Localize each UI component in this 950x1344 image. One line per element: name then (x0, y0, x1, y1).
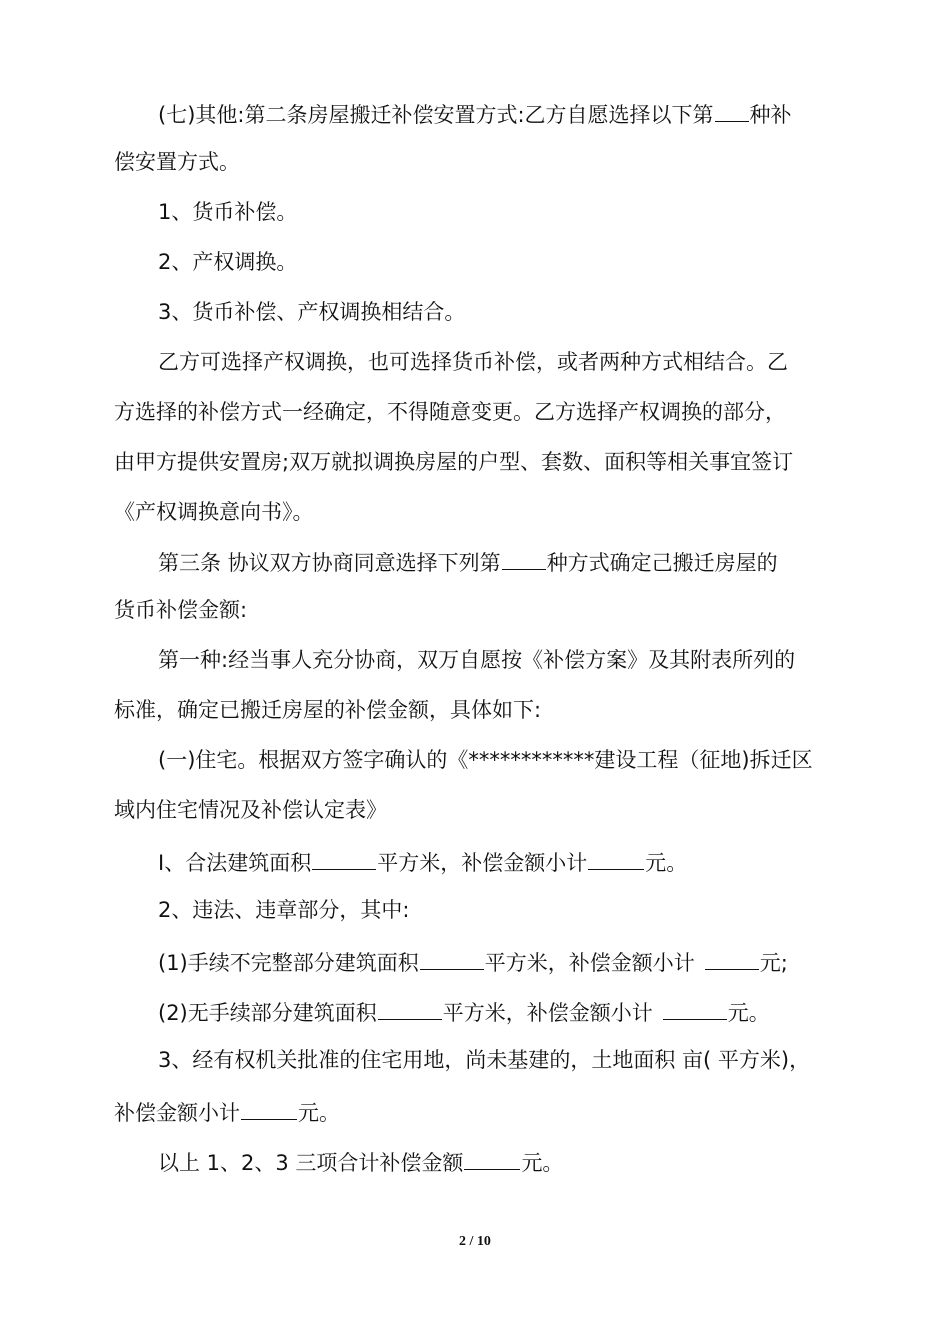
text-run: 平方米，补偿金额小计 (484, 951, 695, 975)
text-run: I、合法建筑面积 (158, 851, 312, 875)
text-run: 元。 (645, 851, 688, 875)
paragraph-other-line2: 偿安置方式。 (114, 150, 240, 174)
paragraph-other-line1 (158, 97, 844, 127)
approved-land-line1: 3、经有权机关批准的住宅用地，尚未基建的，土地面积 亩( 平方米)， (158, 1048, 811, 1072)
page-number: 2 / 10 (459, 1234, 491, 1249)
text-run: 种方式确定己搬迁房屋的 (546, 551, 778, 575)
text-run: 元。 (298, 1101, 340, 1125)
illegal-part-line: 2、违法、违章部分，其中: (158, 898, 410, 922)
list-item-property-exchange: 2、产权调换。 (158, 250, 298, 274)
text-run: 种补 (749, 103, 792, 127)
paragraph-choice-line1: 乙方可选择产权调换，也可选择货币补偿，或者两种方式相结合。乙 (158, 350, 788, 374)
text-run: 元。 (521, 1151, 564, 1175)
text-run: (1)手续不完整部分建筑面积 (158, 951, 419, 975)
text-run: 平方米，补偿金额小计 (442, 1001, 653, 1025)
fill-blank (705, 945, 759, 970)
residence-line1: (一)住宅。根据双方签字确认的《************建设工程（征地)拆迁区 (158, 748, 813, 772)
fill-blank (663, 995, 727, 1020)
incomplete-procedure-line (158, 945, 844, 975)
paragraph-choice-line2: 方选择的补偿方式一经确定，不得随意变更。乙方选择产权调换的部分， (114, 400, 786, 424)
fill-blank (464, 1145, 520, 1170)
list-item-cash-compensation: 1、货币补偿。 (158, 200, 298, 224)
article-three-line1 (158, 545, 844, 575)
text-run: 元; (759, 951, 788, 975)
paragraph-choice-line4: 《产权调换意向书》。 (114, 500, 314, 524)
residence-line2: 域内住宅情况及补偿认定表》 (114, 798, 387, 822)
text-run: 元。 (727, 1001, 770, 1025)
text-run: 平方米，补偿金额小计 (377, 851, 588, 875)
method-one-line2: 标准，确定已搬迁房屋的补偿金额，具体如下: (114, 698, 542, 722)
fill-blank (378, 995, 442, 1020)
article-three-line2: 货币补偿金额: (114, 598, 248, 622)
text-run: (2)无手续部分建筑面积 (158, 1001, 377, 1025)
no-procedure-line (158, 995, 844, 1025)
fill-blank (715, 97, 749, 122)
method-one-line1: 第一种:经当事人充分协商，双万自愿按《补偿方案》及其附表所列的 (158, 648, 796, 672)
fill-blank (502, 545, 546, 570)
fill-blank (420, 945, 484, 970)
fill-blank (312, 845, 376, 870)
fill-blank (241, 1095, 297, 1120)
text-run: (七)其他:第二条房屋搬迁补偿安置方式:乙方自愿选择以下第 (158, 103, 714, 127)
list-item-combined: 3、货币补偿、产权调换相结合。 (158, 300, 466, 324)
approved-land-line2 (114, 1095, 844, 1125)
fill-blank (588, 845, 644, 870)
text-run: 第三条 协议双方协商同意选择下列第 (158, 551, 501, 575)
total-line (158, 1145, 844, 1175)
legal-area-line (158, 845, 844, 875)
text-run: 补偿金额小计 (114, 1101, 240, 1125)
text-run: 以上 1、2、3 三项合计补偿金额 (158, 1151, 464, 1175)
paragraph-choice-line3: 由甲方提供安置房;双万就拟调换房屋的户型、套数、面积等相关事宜签订 (114, 450, 794, 474)
